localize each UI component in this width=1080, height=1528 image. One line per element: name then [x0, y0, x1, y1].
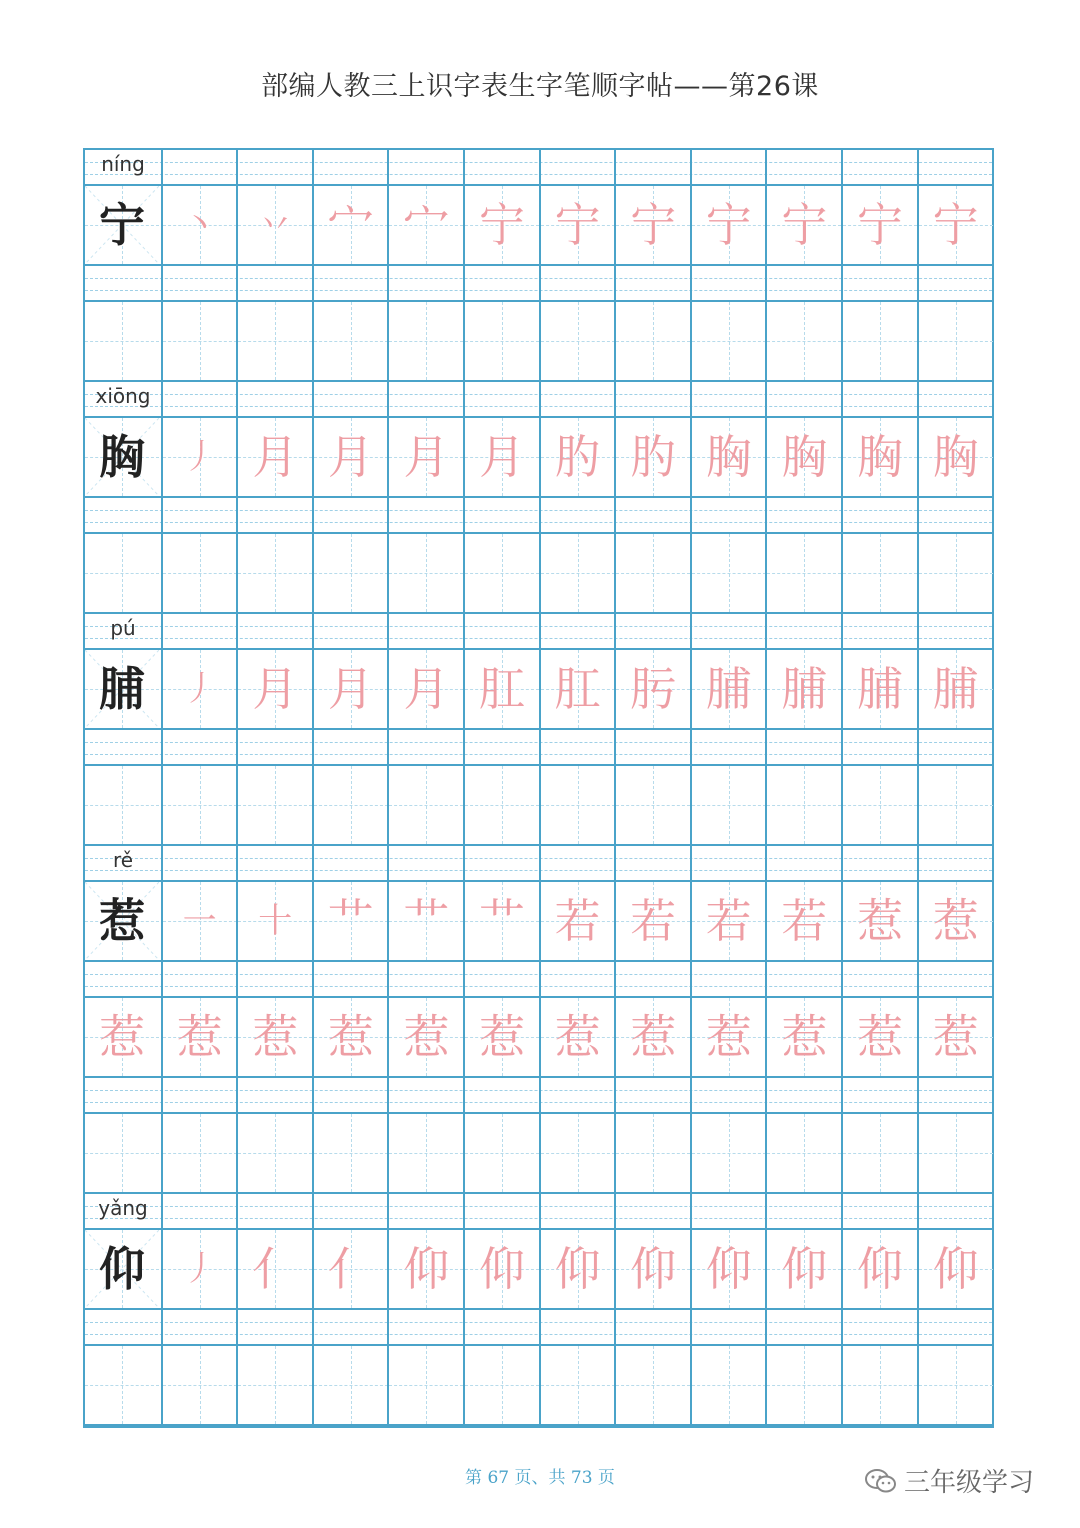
trace-character: 月	[403, 430, 450, 484]
trace-character: 仰	[932, 1242, 979, 1296]
trace-character: 肛	[479, 662, 525, 716]
trace-character: 仰	[554, 1242, 601, 1296]
trace-character: 脯	[705, 662, 752, 716]
page-title: 部编人教三上识字表生字笔顺字帖——第26课	[261, 71, 819, 102]
grid-row	[85, 882, 992, 962]
trace-character: 脯	[932, 662, 979, 716]
grid-cell	[161, 302, 237, 382]
grid-cell	[463, 1114, 539, 1194]
grid-cell	[614, 302, 690, 382]
grid-cell	[236, 650, 312, 730]
grid-cell	[539, 882, 615, 962]
trace-character: 丷	[258, 205, 293, 245]
grid-cell	[690, 998, 766, 1078]
trace-character: 惹	[932, 1010, 979, 1064]
grid-cell	[236, 534, 312, 614]
grid-cell	[539, 998, 615, 1078]
grid-cell	[917, 882, 993, 962]
grid-cell	[236, 882, 312, 962]
grid-cell	[917, 766, 993, 846]
grid-cell	[387, 186, 463, 266]
trace-character: 肑	[554, 430, 601, 484]
grid-cell	[161, 1114, 237, 1194]
grid-cell	[690, 1230, 766, 1310]
grid-cell	[841, 1230, 917, 1310]
trace-character: 仰	[705, 1242, 752, 1296]
grid-cell	[917, 418, 993, 498]
grid-cell	[387, 1230, 463, 1310]
grid-cell	[463, 418, 539, 498]
pinyin-strip	[85, 730, 992, 766]
trace-character: 惹	[932, 894, 979, 948]
trace-character: 仰	[630, 1242, 677, 1296]
watermark-text: 三年级学习	[904, 1468, 1035, 1498]
pinyin-strip	[85, 614, 992, 650]
trace-character: 惹	[327, 1010, 374, 1064]
trace-character: 宁	[857, 198, 903, 252]
grid-cell	[85, 1114, 161, 1194]
grid-cell	[387, 766, 463, 846]
grid-cell	[614, 882, 690, 962]
grid-cell	[236, 186, 312, 266]
grid-cell	[917, 1114, 993, 1194]
grid-cell	[841, 766, 917, 846]
grid-cell	[690, 302, 766, 382]
grid-cell	[463, 534, 539, 614]
grid-cell	[312, 186, 388, 266]
grid-row	[85, 998, 992, 1078]
grid-cell	[161, 766, 237, 846]
grid-cell	[161, 1230, 237, 1310]
trace-character: 仰	[781, 1242, 828, 1296]
trace-character: 胸	[705, 430, 752, 484]
trace-character: 胸	[857, 430, 903, 484]
grid-cell	[841, 186, 917, 266]
grid-cell	[387, 302, 463, 382]
trace-character: 宁	[479, 198, 525, 252]
trace-character: 月	[252, 662, 299, 716]
grid-cell	[236, 302, 312, 382]
practice-grid	[83, 148, 994, 1428]
trace-character: 月	[327, 430, 374, 484]
grid-cell	[614, 1114, 690, 1194]
grid-cell	[85, 418, 161, 498]
trace-character: 十	[258, 901, 293, 941]
grid-cell	[463, 1346, 539, 1426]
grid-cell	[765, 186, 841, 266]
grid-cell	[161, 650, 237, 730]
grid-cell	[463, 882, 539, 962]
trace-character: 月	[403, 662, 450, 716]
trace-character: 肛	[554, 662, 601, 716]
grid-cell	[387, 998, 463, 1078]
grid-cell	[387, 418, 463, 498]
trace-character: 月	[252, 430, 299, 484]
grid-cell	[463, 302, 539, 382]
grid-cell	[312, 1114, 388, 1194]
trace-character: 若	[630, 894, 677, 948]
grid-cell	[690, 1114, 766, 1194]
grid-cell	[917, 998, 993, 1078]
trace-character: 惹	[630, 1010, 677, 1064]
grid-cell	[161, 534, 237, 614]
trace-character: 惹	[781, 1010, 828, 1064]
grid-cell	[690, 186, 766, 266]
grid-row	[85, 302, 992, 382]
pinyin-label: pú	[110, 616, 136, 640]
pinyin-label: yǎng	[98, 1196, 148, 1220]
grid-cell	[85, 302, 161, 382]
grid-row	[85, 1346, 992, 1426]
grid-cell	[387, 882, 463, 962]
grid-row	[85, 766, 992, 846]
trace-character: 惹	[403, 1010, 450, 1064]
pinyin-strip	[85, 498, 992, 534]
trace-character: 宁	[554, 198, 601, 252]
grid-cell	[85, 766, 161, 846]
pinyin-strip	[85, 266, 992, 302]
pinyin-strip	[85, 962, 992, 998]
trace-character: 宁	[705, 198, 752, 252]
pinyin-strip	[85, 382, 992, 418]
grid-cell	[539, 186, 615, 266]
trace-character: 丶	[182, 205, 217, 245]
grid-cell	[161, 882, 237, 962]
grid-cell	[765, 302, 841, 382]
grid-cell	[765, 1346, 841, 1426]
trace-character: 丿	[182, 669, 217, 709]
grid-cell	[312, 998, 388, 1078]
trace-character: 惹	[479, 1010, 525, 1064]
pinyin-label: rě	[112, 848, 134, 872]
pinyin-strip	[85, 1194, 992, 1230]
grid-cell	[690, 418, 766, 498]
trace-character: 惹	[176, 1010, 223, 1064]
grid-cell	[917, 186, 993, 266]
grid-cell	[539, 302, 615, 382]
trace-character: 艹	[479, 894, 525, 948]
watermark	[864, 1462, 1034, 1499]
grid-cell	[161, 186, 237, 266]
trace-character: 胸	[781, 430, 828, 484]
trace-character: 艹	[327, 894, 374, 948]
grid-cell	[85, 1346, 161, 1426]
trace-character: 惹	[857, 1010, 903, 1064]
grid-cell	[312, 418, 388, 498]
pinyin-label: níng	[101, 152, 145, 176]
trace-character: 惹	[99, 1010, 145, 1064]
grid-cell	[387, 650, 463, 730]
grid-cell	[614, 650, 690, 730]
grid-cell	[463, 1230, 539, 1310]
grid-cell	[463, 186, 539, 266]
grid-cell	[539, 534, 615, 614]
grid-cell	[387, 1346, 463, 1426]
model-character: 脯	[99, 662, 145, 716]
trace-character: 丿	[182, 437, 217, 477]
grid-cell	[841, 418, 917, 498]
grid-cell	[841, 998, 917, 1078]
trace-character: 惹	[252, 1010, 299, 1064]
grid-cell	[236, 1346, 312, 1426]
grid-cell	[690, 534, 766, 614]
grid-cell	[765, 766, 841, 846]
grid-cell	[161, 998, 237, 1078]
grid-cell	[690, 650, 766, 730]
grid-cell	[765, 1114, 841, 1194]
trace-character: 宁	[932, 198, 979, 252]
grid-cell	[539, 1230, 615, 1310]
grid-cell	[85, 534, 161, 614]
grid-cell	[312, 1346, 388, 1426]
grid-cell	[614, 1346, 690, 1426]
grid-cell	[690, 766, 766, 846]
grid-cell	[614, 1230, 690, 1310]
pinyin-strip	[85, 1078, 992, 1114]
grid-cell	[463, 766, 539, 846]
grid-cell	[312, 534, 388, 614]
trace-character: 丿	[182, 1249, 217, 1289]
grid-cell	[841, 882, 917, 962]
grid-cell	[765, 418, 841, 498]
grid-cell	[85, 186, 161, 266]
grid-cell	[765, 1230, 841, 1310]
trace-character: 仰	[403, 1242, 450, 1296]
grid-cell	[85, 650, 161, 730]
model-character: 胸	[99, 430, 145, 484]
pinyin-strip	[85, 846, 992, 882]
grid-cell	[85, 1230, 161, 1310]
grid-cell	[765, 534, 841, 614]
trace-character: 亻	[327, 1242, 374, 1296]
grid-cell	[539, 650, 615, 730]
trace-character: 艹	[403, 894, 450, 948]
trace-character: 若	[554, 894, 601, 948]
grid-cell	[841, 650, 917, 730]
trace-character: 惹	[705, 1010, 752, 1064]
grid-cell	[539, 1114, 615, 1194]
grid-cell	[539, 766, 615, 846]
grid-row	[85, 186, 992, 266]
grid-cell	[690, 882, 766, 962]
wechat-icon	[864, 1467, 898, 1495]
trace-character: 仰	[479, 1242, 525, 1296]
trace-character: 宀	[403, 198, 450, 252]
grid-cell	[312, 650, 388, 730]
grid-cell	[387, 1114, 463, 1194]
grid-cell	[765, 998, 841, 1078]
grid-cell	[841, 302, 917, 382]
grid-cell	[690, 1346, 766, 1426]
trace-character: 肟	[630, 662, 677, 716]
grid-cell	[312, 302, 388, 382]
pinyin-label: xiōng	[95, 384, 151, 408]
model-character: 宁	[99, 198, 145, 252]
grid-cell	[236, 766, 312, 846]
pinyin-strip	[85, 1310, 992, 1346]
grid-cell	[312, 766, 388, 846]
grid-cell	[312, 1230, 388, 1310]
grid-cell	[161, 418, 237, 498]
grid-row	[85, 418, 992, 498]
trace-character: 宁	[630, 198, 677, 252]
trace-character: 亻	[252, 1242, 299, 1296]
trace-character: 惹	[554, 1010, 601, 1064]
grid-row	[85, 1114, 992, 1194]
trace-character: 若	[781, 894, 828, 948]
trace-character: 若	[705, 894, 752, 948]
grid-cell	[236, 998, 312, 1078]
trace-character: 宁	[781, 198, 828, 252]
grid-row	[85, 1230, 992, 1310]
grid-cell	[85, 998, 161, 1078]
grid-cell	[917, 534, 993, 614]
grid-cell	[539, 1346, 615, 1426]
model-character: 仰	[99, 1242, 145, 1296]
trace-character: 胸	[932, 430, 979, 484]
trace-character: 脯	[781, 662, 828, 716]
grid-cell	[539, 418, 615, 498]
grid-cell	[614, 186, 690, 266]
grid-cell	[765, 650, 841, 730]
trace-character: 宀	[327, 198, 374, 252]
grid-cell	[917, 1346, 993, 1426]
trace-character: 月	[479, 430, 525, 484]
grid-cell	[841, 1346, 917, 1426]
grid-cell	[841, 534, 917, 614]
trace-character: 脯	[857, 662, 903, 716]
grid-cell	[614, 998, 690, 1078]
grid-cell	[236, 1114, 312, 1194]
grid-cell	[85, 882, 161, 962]
grid-row	[85, 534, 992, 614]
grid-cell	[463, 998, 539, 1078]
trace-character: 肑	[630, 430, 677, 484]
grid-cell	[614, 534, 690, 614]
grid-cell	[236, 418, 312, 498]
grid-row	[85, 650, 992, 730]
grid-cell	[614, 766, 690, 846]
grid-cell	[917, 302, 993, 382]
grid-cell	[312, 882, 388, 962]
model-character: 惹	[99, 894, 145, 948]
page-footer: 第 67 页、共 73 页	[465, 1468, 615, 1488]
trace-character: 月	[327, 662, 374, 716]
grid-cell	[387, 534, 463, 614]
grid-cell	[841, 1114, 917, 1194]
grid-cell	[917, 1230, 993, 1310]
grid-cell	[917, 650, 993, 730]
trace-character: 仰	[857, 1242, 903, 1296]
trace-character: 一	[182, 901, 217, 941]
trace-character: 惹	[857, 894, 903, 948]
grid-cell	[614, 418, 690, 498]
grid-cell	[463, 650, 539, 730]
grid-cell	[236, 1230, 312, 1310]
pinyin-strip	[85, 150, 992, 186]
grid-cell	[161, 1346, 237, 1426]
grid-cell	[765, 882, 841, 962]
